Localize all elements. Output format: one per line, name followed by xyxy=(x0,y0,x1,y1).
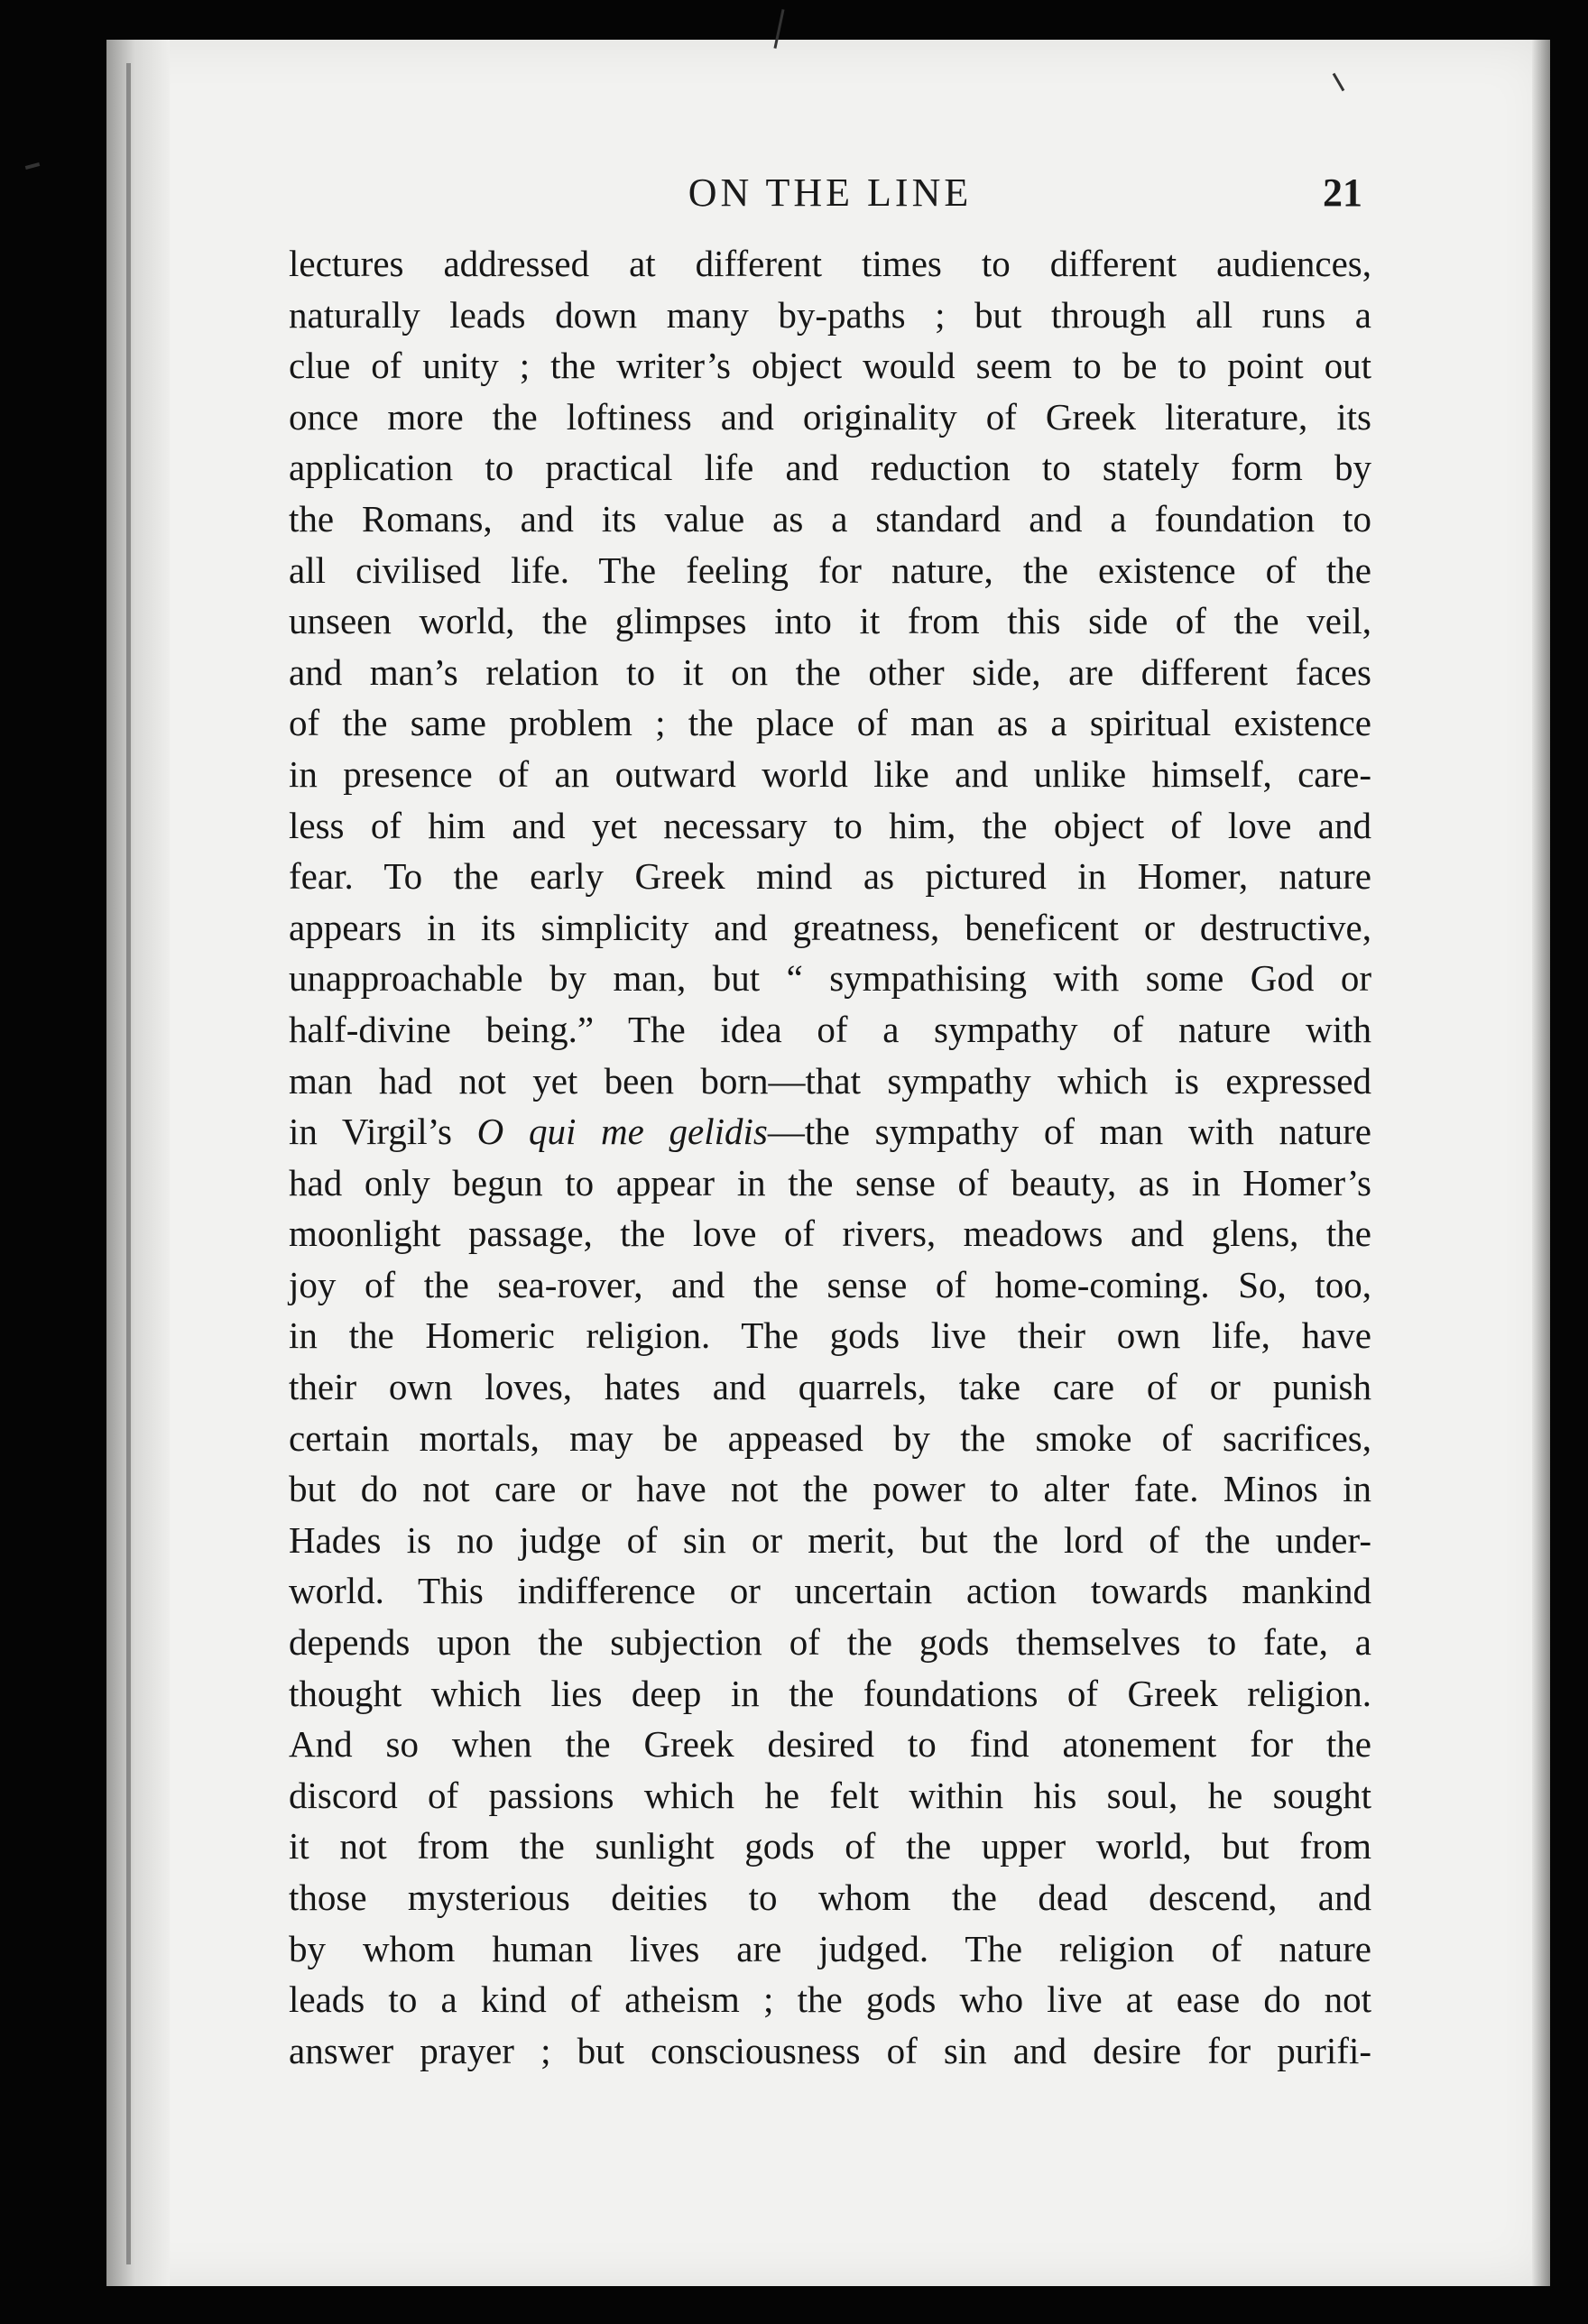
text-line: once more the loftiness and originality of Greek literature, its xyxy=(289,395,1371,438)
text-line: all civilised life. The feeling for nature, the existence of the xyxy=(289,549,1371,591)
text-line: in the Homeric religion. The gods live their own life, have xyxy=(289,1314,1371,1357)
text-line: thought which lies deep in the foundations of Greek religion. xyxy=(289,1672,1371,1714)
text-line: lectures addressed at different times to different audiences, xyxy=(289,243,1371,284)
text-line: clue of unity ; the writer’s object would seem to be to point out xyxy=(289,345,1371,387)
text-line: answer prayer ; but consciousness of sin and desire for purifi- xyxy=(289,2029,1371,2071)
text-line: but do not care or have not the power to alter fate. Minos in xyxy=(289,1468,1371,1510)
text-line: world. This indifference or uncertain action towards mankind xyxy=(289,1570,1371,1612)
text-line: depends upon the subjection of the gods themselves to fate, a xyxy=(289,1621,1371,1664)
running-head: ON THE LINE xyxy=(688,171,973,215)
text-line: had only begun to appear in the sense of beauty, as in Homer’s xyxy=(289,1161,1371,1204)
italic-quotation: O qui me gelidis xyxy=(476,1111,768,1153)
text-line: And so when the Greek desired to find atonement for the xyxy=(289,1723,1371,1766)
text-line: the Romans, and its value as a standard and a foundation to xyxy=(289,497,1371,540)
text-line: joy of the sea-rover, and the sense of home-coming. So, too, xyxy=(289,1263,1371,1305)
text-line: leads to a kind of atheism ; the gods who live at ease do not xyxy=(289,1978,1371,2021)
book-gutter-shadow xyxy=(106,40,170,2286)
text-line: unseen world, the glimpses into it from this side of the veil, xyxy=(289,600,1371,642)
text-line: fear. To the early Greek mind as pictured in Homer, nature xyxy=(289,855,1371,898)
page-edge-shadow xyxy=(1532,40,1550,2286)
text-line: moonlight passage, the love of rivers, meadows and glens, the xyxy=(289,1213,1371,1255)
text-line xyxy=(289,1106,1371,1157)
text-line: naturally leads down many by-paths ; but through all runs a xyxy=(289,293,1371,336)
gutter-binding-line xyxy=(126,63,131,2264)
text-line: those mysterious deities to whom the dead descend, and xyxy=(289,1877,1371,1918)
text-line: man had not yet been born—that sympathy which is expressed xyxy=(289,1059,1371,1102)
page-header xyxy=(298,170,1362,233)
text-line: certain mortals, may be appeased by the smoke of sacrifices, xyxy=(289,1416,1371,1459)
text-line: Hades is no judge of sin or merit, but the lord of the under- xyxy=(289,1518,1371,1561)
text-line: less of him and yet necessary to him, the object of love and xyxy=(289,804,1371,846)
text-line: application to practical life and reduction to stately form by xyxy=(289,447,1371,489)
text-line: it not from the sunlight gods of the upper world, but from xyxy=(289,1825,1371,1868)
text-line: in presence of an outward world like and unlike himself, care- xyxy=(289,752,1371,795)
text-line: discord of passions which he felt within his soul, he sought xyxy=(289,1774,1371,1816)
text-segment: —the sympathy of man with nature xyxy=(767,1111,1371,1153)
text-line: unapproachable by man, but “ sympathising with some God or xyxy=(289,957,1371,1000)
page-number: 21 xyxy=(1323,171,1362,215)
body-text xyxy=(289,238,1371,2076)
text-line: half-divine being.” The idea of a sympathy of nature with xyxy=(289,1008,1371,1050)
text-line: and man’s relation to it on the other side, are different faces xyxy=(289,650,1371,693)
text-segment: in Virgil’s xyxy=(289,1111,477,1153)
scan-speck xyxy=(25,162,40,170)
text-line: by whom human lives are judged. The religion of nature xyxy=(289,1927,1371,1969)
text-line: appears in its simplicity and greatness, beneficent or destructive, xyxy=(289,906,1371,948)
text-line: of the same problem ; the place of man as a spiritual existence xyxy=(289,702,1371,744)
text-line: their own loves, hates and quarrels, take care of or punish xyxy=(289,1366,1371,1408)
